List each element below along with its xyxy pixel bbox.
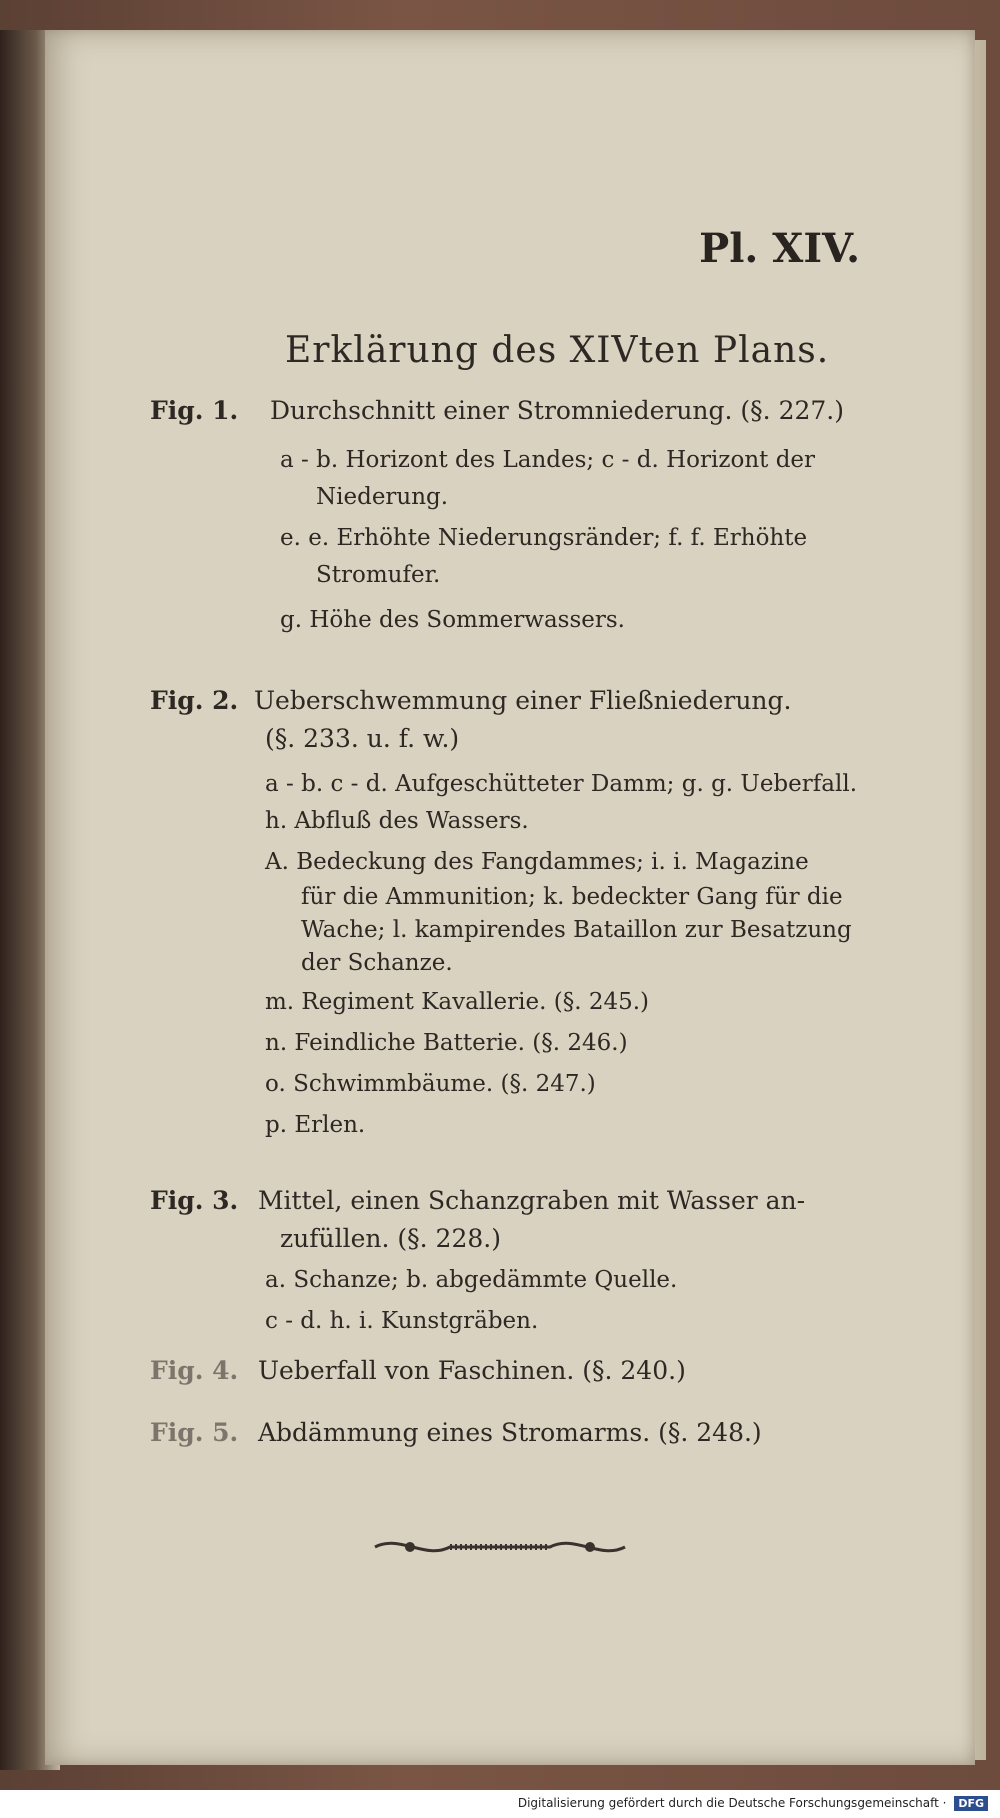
footer-bar	[0, 1790, 1000, 1818]
figure-item: n. Feindliche Batterie. (§. 246.)	[265, 1030, 628, 1056]
figure-heading: Ueberfall von Faschinen. (§. 240.)	[257, 1356, 686, 1385]
ornament-divider	[370, 1532, 630, 1562]
figure-3	[150, 1182, 900, 1352]
figure-label: Fig. 2.	[150, 686, 239, 715]
figure-label: Fig. 4.	[150, 1356, 239, 1385]
figure-heading: Mittel, einen Schanzgraben mit Wasser an-	[257, 1186, 806, 1215]
figure-item: e. e. Erhöhte Niederungsränder; f. f. Erhöhte	[280, 525, 808, 551]
figure-item: a - b. c - d. Aufgeschütteter Damm; g. g. Ueberfall.	[265, 771, 858, 797]
figure-item: g. Höhe des Sommerwassers.	[280, 607, 625, 633]
figure-item: Niederung.	[316, 484, 449, 510]
figure-item: c - d. h. i. Kunstgräben.	[265, 1308, 539, 1334]
figure-1	[150, 392, 900, 682]
figure-4	[150, 1352, 900, 1414]
figure-item: a - b. Horizont des Landes; c - d. Horizont der	[280, 447, 816, 473]
figure-heading: Ueberschwemmung einer Fließniederung.	[253, 686, 792, 715]
figure-label: Fig. 1.	[150, 396, 239, 425]
figure-item: m. Regiment Kavallerie. (§. 245.)	[265, 989, 650, 1015]
figure-item: p. Erlen.	[265, 1112, 366, 1138]
figure-item: a. Schanze; b. abgedämmte Quelle.	[265, 1267, 678, 1293]
figure-heading: Durchschnitt einer Stromniederung. (§. 227.)	[269, 396, 844, 425]
figure-heading: Abdämmung eines Stromarms. (§. 248.)	[257, 1418, 762, 1447]
figure-2	[150, 682, 900, 1182]
figure-item: o. Schwimmbäume. (§. 247.)	[265, 1071, 596, 1097]
figure-item: Wache; l. kampirendes Bataillon zur Besatzung	[301, 917, 852, 943]
figure-label: Fig. 5.	[150, 1418, 239, 1447]
figure-list	[150, 392, 900, 1464]
figure-heading-continued: zufüllen. (§. 228.)	[280, 1224, 501, 1253]
page-title: Erklärung des XIVten Plans.	[285, 330, 830, 371]
figure-item: h. Abfluß des Wassers.	[265, 808, 529, 834]
figure-item: A. Bedeckung des Fangdammes; i. i. Magazine	[265, 849, 809, 875]
figure-item: der Schanze.	[301, 950, 453, 976]
figure-heading-continued: (§. 233. u. f. w.)	[265, 724, 460, 753]
figure-item: für die Ammunition; k. bedeckter Gang für die	[301, 884, 843, 910]
figure-label: Fig. 3.	[150, 1186, 239, 1215]
footer-text: Digitalisierung gefördert durch die Deutsche Forschungsgemeinschaft ·	[517, 1796, 947, 1810]
dfg-logo: DFG	[954, 1796, 988, 1811]
figure-item: Stromufer.	[316, 562, 441, 588]
figure-5	[150, 1414, 900, 1464]
plate-label: Pl. XIV.	[699, 225, 860, 272]
